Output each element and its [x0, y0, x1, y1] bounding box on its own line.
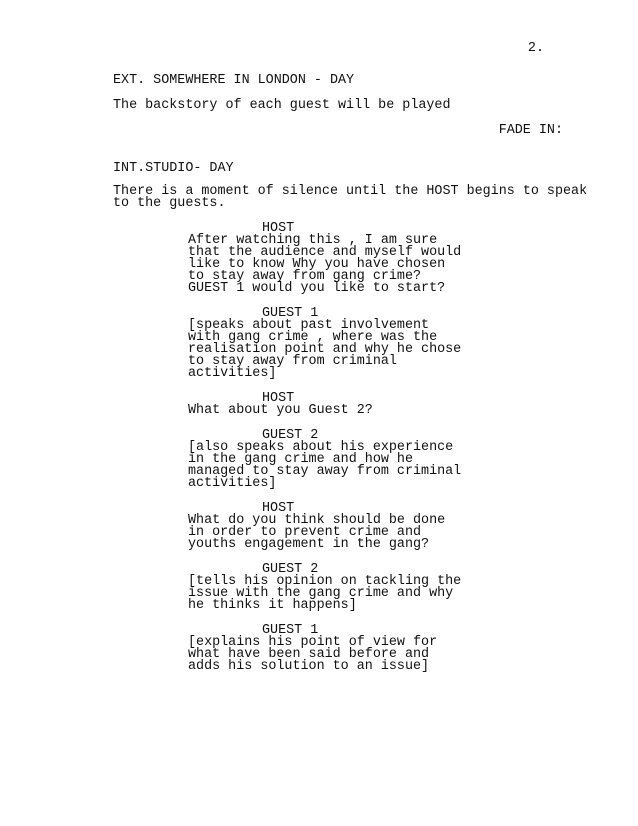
character-name: GUEST 1 — [262, 306, 319, 321]
scene-heading: EXT. SOMEWHERE IN LONDON - DAY — [113, 73, 355, 88]
action-line: There is a moment of silence until the HOST begins to speak — [113, 184, 588, 199]
dialogue-line: [speaks about past involvement — [188, 318, 430, 333]
dialogue-line: activities] — [188, 366, 277, 381]
dialogue-line: After watching this , I am sure — [188, 233, 438, 248]
page-number: 2. — [527, 41, 544, 56]
dialogue-line: managed to stay away from criminal — [188, 464, 462, 479]
character-name: HOST — [262, 221, 295, 236]
character-name: HOST — [262, 391, 295, 406]
character-name: GUEST 1 — [262, 623, 319, 638]
dialogue-line: What do you think should be done — [188, 513, 446, 528]
dialogue-line: GUEST 1 would you like to start? — [188, 281, 446, 296]
dialogue-line: with gang crime , where was the — [188, 330, 438, 345]
dialogue-line: [explains his point of view for — [188, 635, 438, 650]
character-name: HOST — [262, 501, 295, 516]
dialogue-line: [tells his opinion on tackling the — [188, 574, 462, 589]
dialogue-line: realisation point and why he chose — [188, 342, 462, 357]
dialogue-line: that the audience and myself would — [188, 245, 462, 260]
dialogue-line: in the gang crime and how he — [188, 452, 413, 467]
action-line: to the guests. — [113, 196, 226, 211]
action-line: The backstory of each guest will be played — [113, 98, 451, 113]
character-name: GUEST 2 — [262, 562, 319, 577]
dialogue-line: like to know Why you have chosen — [188, 257, 446, 272]
dialogue-line: youths engagement in the gang? — [188, 537, 430, 552]
dialogue-line: in order to prevent crime and — [188, 525, 422, 540]
transition: FADE IN: — [498, 123, 563, 138]
dialogue-line: What about you Guest 2? — [188, 403, 373, 418]
scene-heading: INT.STUDIO- DAY — [113, 161, 234, 176]
dialogue-line: issue with the gang crime and why — [188, 586, 454, 601]
dialogue-line: activities] — [188, 476, 277, 491]
dialogue-line: what have been said before and — [188, 647, 430, 662]
dialogue-line: adds his solution to an issue] — [188, 659, 430, 674]
dialogue-line: to stay away from criminal — [188, 354, 397, 369]
dialogue-line: to stay away from gang crime? — [188, 269, 422, 284]
character-name: GUEST 2 — [262, 428, 319, 443]
dialogue-line: [also speaks about his experience — [188, 440, 454, 455]
dialogue-line: he thinks it happens] — [188, 598, 357, 613]
